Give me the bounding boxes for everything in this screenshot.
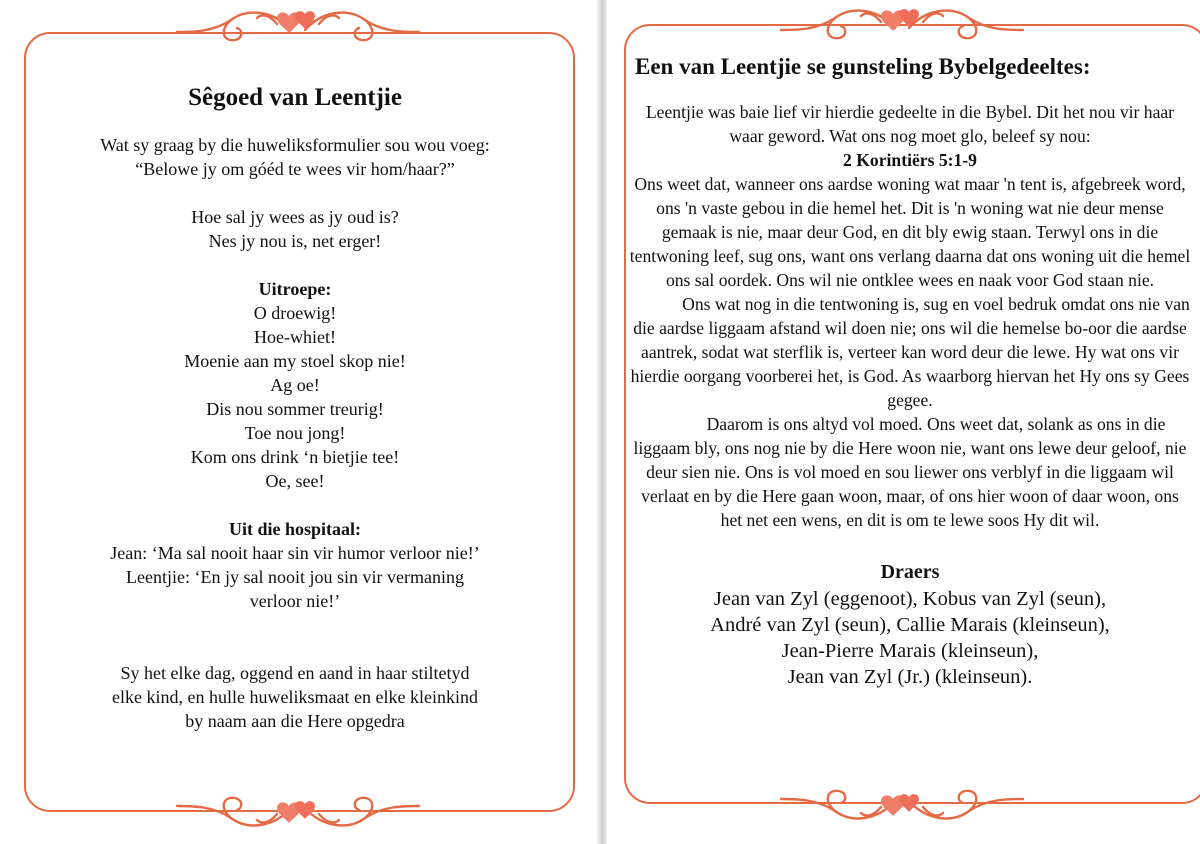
closing-line: Sy het elke dag, oggend en aand in haar stiltetyd (120, 663, 470, 683)
left-page-content (40, 81, 550, 733)
heart-scroll-ornament-top (173, 2, 423, 48)
bearers-heading: Draers (880, 561, 940, 583)
hospital-heading: Uit die hospitaal: (228, 519, 361, 539)
answer-line: Nes jy nou is, net erger! (208, 231, 382, 251)
scripture-paragraph: Ons weet dat, wanneer ons aardse woning wat maar 'n tent is, afgebreek word, ons 'n vaste gebou in die hemel het. Dit is 'n woning wat nie deur mense gemaak is nie, maar deur God, en dit bly ewig staan. Terwyl ons in die tentwoning leef, sug ons, want ons verlang daarna dat ons woning uit die hemel ons sal oordek. Ons wil nie ontklee wees en naak voor God staan nie. (629, 174, 1191, 290)
page-gutter (597, 0, 607, 844)
exclamation-item: Ag oe! (270, 375, 320, 395)
bearers-line: André van Zyl (seun), Callie Marais (kleinseun), (710, 614, 1110, 636)
exclamation-item: O droewig! (253, 303, 337, 323)
bearers-line: Jean van Zyl (eggenoot), Kobus van Zyl (seun), (713, 588, 1107, 610)
hospital-line: verloor nie!’ (249, 591, 341, 611)
exclamation-item: Dis nou sommer treurig! (206, 399, 384, 419)
scripture-paragraph: Ons wat nog in die tentwoning is, sug en voel bedruk omdat ons nie van die aardse liggaam afstand wil doen nie; ons wil die hemelse bo-oor die aardse aantrek, sodat wat sterflik is, verteer kan word deur die lewe. Hy wat ons vir hierdie oorgang voorberei het, is God. As waarborg hiervan het Hy ons sy Gees gegee. (630, 294, 1190, 410)
exclamations-heading: Uitroepe: (258, 279, 332, 299)
intro-line: “Belowe jy om góéd te wees vir hom/haar?” (135, 159, 455, 179)
left-page (0, 0, 597, 844)
bearers-line: Jean-Pierre Marais (kleinseun), (781, 640, 1039, 662)
right-page-content (629, 50, 1191, 690)
hospital-line: Jean: ‘Ma sal nooit haar sin vir humor verloor nie!’ (110, 543, 480, 563)
bearers-line: Jean van Zyl (Jr.) (kleinseun). (787, 666, 1033, 688)
intro-line: Wat sy graag by die huweliksformulier sou wou voeg: (100, 135, 490, 155)
scripture-reference: 2 Korintiërs 5:1-9 (843, 150, 977, 170)
exclamation-item: Hoe-whiet! (254, 327, 336, 347)
scripture-paragraph: Daarom is ons altyd vol moed. Ons weet dat, solank as ons in die liggaam bly, ons nog nie by die Here woon nie, want ons lewe deur geloof, nie deur sien nie. Ons is vol moed en sou liewer ons verblyf in die liggaam wil verlaat en by die Here gaan woon, maar, of ons hier woon of daar woon, ons het net een wens, en dit is om te lewe soos Hy dit wil. (633, 414, 1187, 530)
right-page (607, 0, 1200, 844)
page-title: Een van Leentjie se gunsteling Bybelgedeeltes: (635, 54, 1091, 79)
passage-intro: Leentjie was baie lief vir hierdie gedeelte in die Bybel. Dit het nou vir haar waar geword. Wat ons nog moet glo, beleef sy nou: (645, 102, 1175, 146)
hospital-line: Leentjie: ‘En jy sal nooit jou sin vir vermaning (126, 567, 464, 587)
heart-scroll-ornament-bottom (777, 783, 1027, 829)
heart-scroll-ornament-bottom (173, 790, 423, 836)
exclamation-item: Toe nou jong! (244, 423, 346, 443)
exclamation-item: Oe, see! (265, 471, 325, 491)
question-line: Hoe sal jy wees as jy oud is? (191, 207, 399, 227)
exclamation-item: Kom ons drink ‘n bietjie tee! (190, 447, 400, 467)
heart-scroll-ornament-top (777, 0, 1027, 46)
closing-line: elke kind, en hulle huweliksmaat en elke kleinkind (112, 687, 478, 707)
closing-line: by naam aan die Here opgedra (185, 711, 405, 731)
page-title: Sêgoed van Leentjie (188, 84, 402, 111)
exclamation-item: Moenie aan my stoel skop nie! (184, 351, 406, 371)
